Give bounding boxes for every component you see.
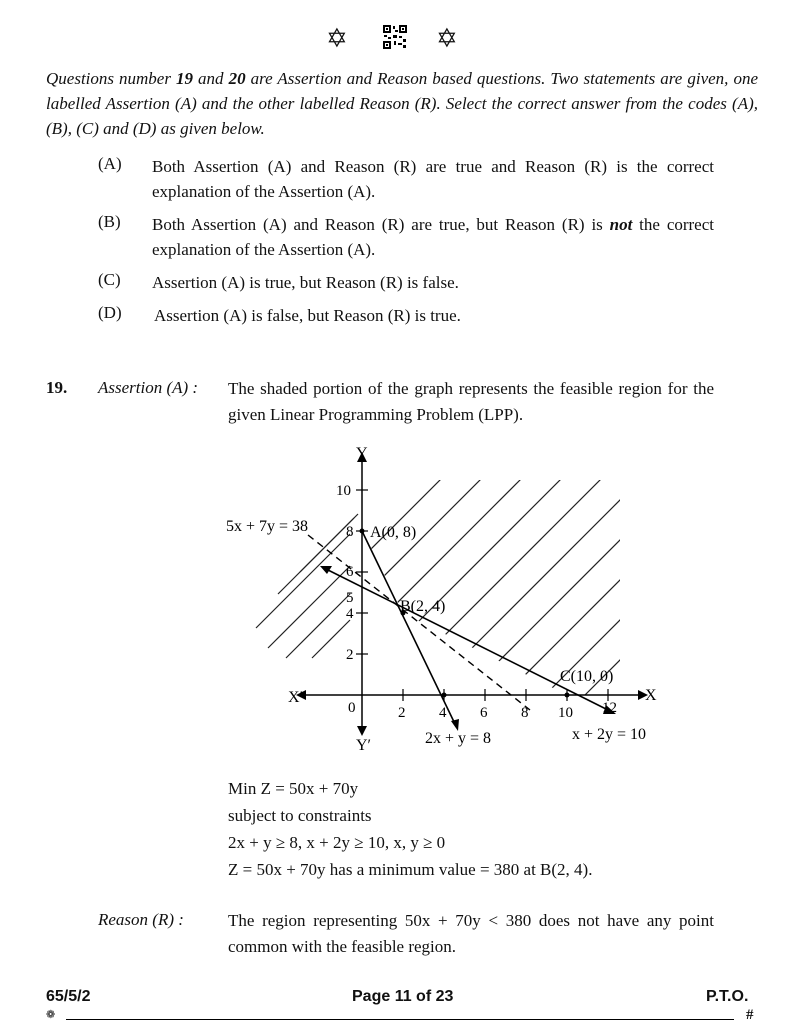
line2-label: 2x + y = 8 [425,730,492,747]
left-hatching [256,514,358,658]
point-a-label: A(0, 8) [370,524,417,541]
point-4-0-marker [442,693,447,698]
line3-label: x + 2y = 10 [572,726,647,743]
option-text-d: Assertion (A) is false, but Reason (R) is true. [154,306,461,325]
lpp-line-subject: subject to constraints [228,806,372,825]
line-x-plus-2y-10 [324,568,610,711]
option-text-c: Assertion (A) is true, but Reason (R) is false. [152,273,459,292]
option-letter-c: (C) [98,270,121,289]
question-ref-20: 20 [228,69,246,88]
option-letter-a: (A) [98,154,122,173]
x-axis-neg-label: X′ [288,689,304,706]
assertion-label: Assertion (A) : [98,378,199,397]
point-b-label: B(2, 4) [400,598,446,615]
option-text-a: Both Assertion (A) and Reason (R) are true and Reason (R) is the correct explanation of the Assertion (A). [152,157,714,201]
instructions-paragraph: Questions number 19 and 20 are Assertion and Reason based questions. Two statements are given, one labelled Assertion (A) and the other labelled Reason (R). Select the correct answer from the codes (A), (B), (C) and (D) as given below. [46,69,758,138]
option-letter-d: (D) [98,303,122,322]
line1-label: 5x + 7y = 38 [226,518,309,535]
y-axis-neg-arrow-icon [357,726,367,736]
qr-code-icon [382,24,408,50]
reason-text: The region representing 50x + 70y < 380 does not have any point common with the feasible region. [228,911,714,956]
origin-label: 0 [348,700,356,716]
point-c-label: C(10, 0) [560,668,614,685]
x-tick-10: 10 [558,705,573,721]
lpp-line-objective: Min Z = 50x + 70y [228,779,359,798]
x-tick-4: 4 [439,705,447,721]
point-c-marker [565,693,570,698]
x-axis-label: X [645,687,657,704]
lpp-line-constraints: 2x + y ≥ 8, x + 2y ≥ 10, x, y ≥ 0 [228,833,446,852]
y-axis-neg-label: Y′ [356,737,372,754]
y-tick-6: 6 [346,564,354,580]
y-tick-labels [336,483,354,663]
line-x2y-arrow-start-icon [320,566,332,574]
lpp-graph [220,440,670,760]
footer-right-mark: # [746,1007,754,1023]
question-number: 19. [46,378,68,397]
line-2x-plus-y-8 [362,531,456,726]
question-ref-19: 19 [176,69,194,88]
x-tick-12: 12 [602,700,617,716]
y-axis-label: Y [356,445,368,462]
point-a-marker [360,529,365,534]
x-tick-6: 6 [480,705,488,721]
option-text-b: Both Assertion (A) and Reason (R) are true, but Reason (R) is not the correct explanation of the Assertion (A). [152,215,714,259]
y-tick-5: 5 [346,590,354,606]
option-letter-b: (B) [98,212,121,231]
x-tick-8: 8 [521,705,529,721]
footer-left-mark: ❁ [46,1009,56,1021]
star-of-david-icon-left: ✡ [326,24,348,53]
footer-rule [66,1019,734,1020]
y-tick-2: 2 [346,647,354,663]
paper-code: 65/5/2 [46,988,91,1005]
y-tick-4: 4 [346,606,354,622]
y-tick-8: 8 [346,524,354,540]
assertion-text: The shaded portion of the graph represents the feasible region for the given Linear Programming Problem (LPP). [228,379,714,424]
pto-label: P.T.O. [706,988,749,1005]
star-of-david-icon-right: ✡ [436,24,458,53]
x-tick-labels [398,700,617,721]
page-number: Page 11 of 23 [352,988,454,1005]
reason-label: Reason (R) : [98,910,184,929]
y-tick-10: 10 [336,483,351,499]
x-tick-2: 2 [398,705,406,721]
lpp-line-minimum: Z = 50x + 70y has a minimum value = 380 at B(2, 4). [228,860,593,879]
